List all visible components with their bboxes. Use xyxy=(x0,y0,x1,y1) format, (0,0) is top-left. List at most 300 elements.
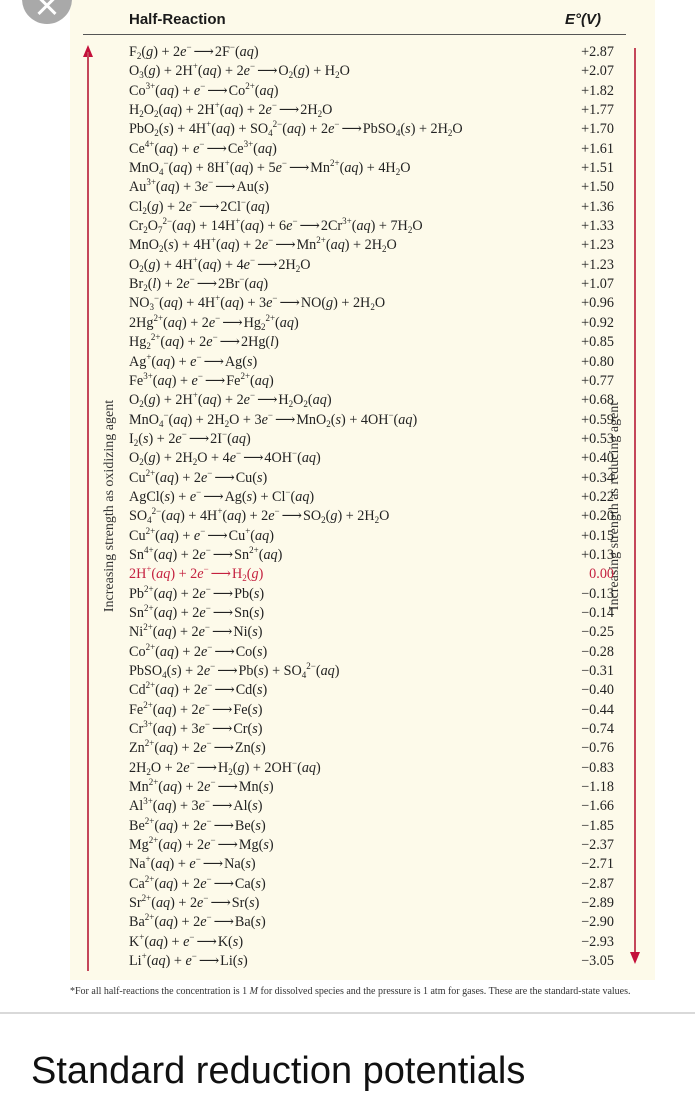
italic-symbol: s xyxy=(257,643,263,660)
table-row xyxy=(129,196,614,217)
table-row xyxy=(129,177,614,197)
superscript: + xyxy=(245,525,251,536)
superscript: − xyxy=(197,370,203,381)
italic-symbol: aq xyxy=(163,837,178,854)
formula-text: ) xyxy=(264,198,270,215)
table-row xyxy=(129,835,614,855)
formula-text: ) + 4 xyxy=(216,256,244,273)
italic-symbol: e xyxy=(261,237,269,254)
superscript: − xyxy=(189,274,195,285)
half-reaction xyxy=(129,314,299,333)
subscript: 2 xyxy=(143,225,148,236)
reaction-arrow-icon: ⟶ xyxy=(196,759,217,776)
formula-text: ( xyxy=(275,314,280,331)
table-row xyxy=(129,544,614,565)
formula-text: Ag( xyxy=(224,488,247,505)
half-reaction xyxy=(129,62,350,81)
italic-symbol: aq xyxy=(159,914,174,931)
italic-symbol: s xyxy=(168,237,174,254)
table-row xyxy=(129,448,614,468)
table-row xyxy=(129,312,614,333)
formula-text: ) + 2 xyxy=(170,895,198,912)
formula-text: ) xyxy=(263,276,269,293)
potential-value: −2.71 xyxy=(581,856,614,873)
table-row xyxy=(129,100,614,120)
formula-text: ( xyxy=(138,430,143,447)
superscript: − xyxy=(271,100,277,111)
potential-value: +0.85 xyxy=(581,334,614,351)
formula-text: Sr( xyxy=(231,895,250,912)
italic-symbol: e xyxy=(243,63,250,80)
potential-value: +1.82 xyxy=(581,82,614,99)
superscript: − xyxy=(207,641,213,652)
formula-text: ) xyxy=(250,856,256,873)
italic-symbol: aq xyxy=(312,392,327,409)
superscript: − xyxy=(210,661,216,671)
italic-symbol: s xyxy=(164,488,170,505)
formula-text: ( xyxy=(197,63,203,80)
potential-value: −3.05 xyxy=(581,953,614,970)
formula-text: ) + 2 xyxy=(174,469,201,486)
formula-text: O xyxy=(143,102,154,119)
italic-symbol: aq xyxy=(159,643,175,660)
formula-text: ( xyxy=(144,933,150,950)
reaction-arrow-icon: ⟶ xyxy=(212,624,232,641)
subscript: 2 xyxy=(381,244,387,255)
formula-text: ) + 4H xyxy=(180,508,218,525)
half-reaction xyxy=(129,488,314,507)
half-reaction xyxy=(129,449,321,468)
italic-symbol: aq xyxy=(279,314,294,331)
italic-symbol: e xyxy=(200,817,207,834)
formula-text: ( xyxy=(154,914,160,931)
superscript: 3+ xyxy=(146,177,156,188)
formula-text: ) + xyxy=(173,140,194,157)
italic-symbol: e xyxy=(199,604,206,621)
superscript: 3+ xyxy=(342,216,352,227)
superscript: 2+ xyxy=(144,738,155,749)
reaction-arrow-icon: ⟶ xyxy=(203,353,223,370)
table-row xyxy=(129,80,614,101)
italic-symbol: g xyxy=(146,44,154,60)
subscript: 2 xyxy=(395,167,401,178)
superscript: − xyxy=(204,719,210,730)
potential-value: +0.40 xyxy=(581,450,614,467)
superscript: − xyxy=(200,525,206,536)
formula-text: ( xyxy=(153,546,159,563)
formula-text: ) xyxy=(269,527,274,544)
superscript: 2− xyxy=(151,506,162,517)
superscript: 2+ xyxy=(330,158,340,169)
footnote-pre: *For all half-reactions the concentration is 1 xyxy=(70,986,250,997)
formula-text: ) + 3 xyxy=(171,721,199,738)
table-row xyxy=(129,893,614,913)
superscript: − xyxy=(207,467,213,478)
formula-text: ( xyxy=(159,295,164,312)
italic-symbol: aq xyxy=(163,295,178,312)
formula-text: ) + 4H xyxy=(358,160,396,177)
formula-text: 2H xyxy=(278,256,296,273)
subscript: 2 xyxy=(139,263,144,274)
subscript: 4 xyxy=(162,670,167,680)
subscript: 2 xyxy=(228,766,233,777)
superscript: + xyxy=(206,119,212,130)
table-row xyxy=(129,61,614,81)
potential-value: +0.77 xyxy=(581,372,614,389)
reaction-table xyxy=(129,42,614,972)
half-reaction xyxy=(129,585,264,604)
reaction-arrow-icon: ⟶ xyxy=(207,527,227,544)
formula-text: ) + 2 xyxy=(172,585,200,602)
reaction-arrow-icon: ⟶ xyxy=(212,604,233,621)
reaction-arrow-icon: ⟶ xyxy=(214,469,234,486)
italic-symbol: e xyxy=(266,295,273,312)
half-reaction xyxy=(129,817,266,836)
superscript: − xyxy=(249,254,256,265)
formula-text: ( xyxy=(307,392,313,409)
superscript: 3+ xyxy=(143,370,153,381)
formula-text: ( xyxy=(158,779,164,796)
italic-symbol: e xyxy=(198,701,205,718)
half-reaction xyxy=(129,643,267,662)
superscript: + xyxy=(214,100,220,111)
subscript: 2 xyxy=(374,515,380,526)
half-reaction xyxy=(129,952,248,971)
formula-text: Fe xyxy=(129,701,144,718)
subscript: 2 xyxy=(142,205,147,216)
italic-symbol: e xyxy=(199,585,206,602)
italic-symbol: g xyxy=(148,392,156,409)
formula-text: ) + 2 xyxy=(177,837,205,854)
table-row xyxy=(129,661,614,681)
subscript: 2 xyxy=(158,244,164,255)
formula-text: ) + Cl xyxy=(252,488,286,505)
half-reaction xyxy=(129,759,321,778)
formula-text: Co( xyxy=(235,643,257,660)
formula-text: PbSO xyxy=(129,663,163,679)
formula-text: ( xyxy=(155,682,160,699)
italic-symbol: aq xyxy=(202,256,217,273)
superscript: − xyxy=(189,757,195,768)
formula-text: O + 2 xyxy=(150,759,184,776)
italic-symbol: e xyxy=(200,740,207,757)
potential-value: −0.14 xyxy=(581,604,614,621)
section-divider xyxy=(0,1012,695,1014)
formula-text: Mn xyxy=(296,237,317,254)
formula-text: ( xyxy=(168,411,174,428)
subscript: 2 xyxy=(154,128,159,139)
reaction-arrow-icon: ⟶ xyxy=(202,856,223,873)
formula-text: ) + 2 xyxy=(241,508,269,525)
formula-text: PbSO xyxy=(362,121,396,138)
arrow-down-icon xyxy=(630,952,640,964)
superscript: 2+ xyxy=(316,235,326,246)
superscript: 3+ xyxy=(145,80,156,91)
formula-text: Cr xyxy=(129,721,144,738)
half-reaction xyxy=(129,430,251,449)
formula-text: ) xyxy=(293,314,299,331)
formula-text: ( xyxy=(245,198,251,215)
superscript: + xyxy=(210,235,216,246)
italic-symbol: s xyxy=(245,856,251,873)
formula-text: O xyxy=(339,63,350,80)
superscript: 2+ xyxy=(148,835,159,846)
italic-symbol: aq xyxy=(398,411,413,428)
italic-symbol: e xyxy=(200,914,207,931)
half-reaction xyxy=(129,894,259,913)
formula-text: ( xyxy=(151,895,156,912)
italic-symbol: e xyxy=(183,759,190,776)
formula-text: MnO xyxy=(129,237,159,254)
potential-value: +0.15 xyxy=(581,527,614,544)
formula-text: ) + 2 xyxy=(173,817,201,834)
formula-text: Sn( xyxy=(234,604,254,621)
formula-text: ) + 2 xyxy=(148,430,176,447)
formula-text: ( xyxy=(339,160,345,177)
potential-value: −2.90 xyxy=(581,914,614,931)
superscript: + xyxy=(192,61,198,72)
half-reaction xyxy=(129,82,278,101)
subscript: 2 xyxy=(303,399,308,410)
table-row xyxy=(129,409,614,430)
formula-text: Cd xyxy=(129,682,146,699)
italic-symbol: aq xyxy=(249,276,264,293)
formula-text: ( xyxy=(250,527,255,544)
superscript: + xyxy=(141,951,147,962)
italic-symbol: aq xyxy=(157,372,172,389)
formula-text: ) xyxy=(238,933,244,950)
formula-text: ( xyxy=(152,372,158,389)
superscript: + xyxy=(139,931,145,942)
subscript: 2 xyxy=(295,263,301,274)
subscript: 4 xyxy=(158,167,164,178)
formula-text: ) xyxy=(260,817,266,834)
formula-text: Ce xyxy=(129,140,145,157)
subscript: 2 xyxy=(317,109,323,120)
formula-text: Zn xyxy=(129,740,145,757)
potential-value: −0.74 xyxy=(581,721,614,738)
formula-text: ) + 4OH xyxy=(341,411,389,428)
formula-text: Hg xyxy=(129,334,147,351)
potential-value: −2.89 xyxy=(581,895,614,912)
half-reaction xyxy=(129,198,270,217)
subscript: 2 xyxy=(139,399,144,410)
reaction-arrow-icon: ⟶ xyxy=(188,430,209,447)
subscript: 2 xyxy=(288,399,294,410)
italic-symbol: aq xyxy=(227,508,242,525)
italic-symbol: e xyxy=(229,450,236,467)
superscript: − xyxy=(195,854,201,865)
superscript: − xyxy=(208,177,214,188)
italic-symbol: aq xyxy=(259,82,274,99)
formula-text: ) + 2 xyxy=(181,314,209,331)
half-reaction xyxy=(129,913,266,932)
italic-symbol: aq xyxy=(159,817,174,834)
potential-value: −0.13 xyxy=(581,585,614,602)
formula-text: ) xyxy=(272,140,277,157)
potential-value: +0.59 xyxy=(581,411,614,428)
formula-text: ) + 2 xyxy=(173,914,201,931)
header-potential: E°(V) xyxy=(565,11,601,28)
italic-symbol: s xyxy=(249,895,255,912)
formula-text: Br xyxy=(129,276,144,293)
subscript: 3 xyxy=(149,302,154,313)
formula-text: O + 4 xyxy=(197,450,230,467)
half-reaction xyxy=(129,256,311,275)
half-reaction xyxy=(129,372,274,391)
formula-text: ( xyxy=(250,372,255,389)
formula-text: ) xyxy=(334,663,340,679)
formula-text: ( xyxy=(220,295,225,312)
formula-text: Ba( xyxy=(234,914,256,931)
italic-symbol: aq xyxy=(257,140,273,157)
italic-symbol: e xyxy=(204,837,211,854)
subscript: 2 xyxy=(288,70,294,81)
formula-text: Au xyxy=(129,179,147,196)
half-reaction xyxy=(129,546,282,565)
italic-symbol: aq xyxy=(159,527,175,544)
italic-symbol: e xyxy=(183,276,190,293)
superscript: − xyxy=(191,196,198,207)
reaction-arrow-icon: ⟶ xyxy=(279,295,299,312)
reaction-arrow-icon: ⟶ xyxy=(212,721,232,738)
superscript: 2+ xyxy=(143,583,154,594)
superscript: − xyxy=(292,216,298,227)
italic-symbol: g xyxy=(330,508,338,525)
formula-text: ) xyxy=(412,411,418,428)
formula-text: F xyxy=(129,44,137,60)
half-reaction xyxy=(129,875,266,894)
italic-symbol: e xyxy=(243,256,250,273)
italic-symbol: aq xyxy=(159,140,174,157)
formula-text: ) + 2 xyxy=(174,682,201,699)
italic-symbol: aq xyxy=(220,237,235,254)
subscript: 2 xyxy=(370,302,375,313)
superscript: − xyxy=(204,622,210,633)
superscript: − xyxy=(163,158,169,169)
formula-text: ) xyxy=(257,798,263,815)
formula-text: ) xyxy=(257,721,263,738)
formula-text: ) xyxy=(268,779,274,796)
italic-symbol: e xyxy=(185,953,192,970)
italic-symbol: l xyxy=(152,276,157,293)
reaction-arrow-icon: ⟶ xyxy=(213,914,233,931)
formula-text: ) + 2 xyxy=(153,44,181,60)
table-row xyxy=(129,815,614,836)
italic-symbol: e xyxy=(200,875,207,892)
italic-symbol: e xyxy=(286,218,293,235)
subscript: 2 xyxy=(335,70,340,81)
subscript: 4 xyxy=(268,128,273,139)
subscript: 2 xyxy=(224,418,230,429)
italic-symbol: s xyxy=(255,914,261,931)
superscript: + xyxy=(145,854,151,865)
potential-value: 0.00 xyxy=(589,566,614,583)
superscript: − xyxy=(212,332,218,343)
formula-text: ) + 2 xyxy=(173,875,201,892)
formula-text: PbO xyxy=(129,121,155,138)
formula-text: Mn( xyxy=(238,779,264,796)
formula-text: Co xyxy=(129,643,146,660)
formula-text: ) + 4H xyxy=(169,121,207,138)
potential-value: −0.76 xyxy=(581,740,614,757)
formula-text: ( xyxy=(315,663,321,679)
potential-value: +0.20 xyxy=(581,508,614,525)
half-reaction xyxy=(129,681,267,700)
formula-text: Mg xyxy=(129,837,149,854)
formula-text: ) + xyxy=(170,353,191,370)
formula-text: Fe xyxy=(226,372,241,389)
table-row xyxy=(129,216,614,236)
formula-text: Ni xyxy=(129,624,144,641)
formula-text: Sn xyxy=(129,546,144,563)
formula-text: ( xyxy=(325,237,331,254)
formula-text: 2H xyxy=(129,759,147,776)
subscript: 4 xyxy=(395,128,401,139)
formula-text: ) + 14H xyxy=(190,218,236,235)
superscript: − xyxy=(206,738,212,749)
formula-text: Mn xyxy=(310,160,331,177)
formula-text: Au( xyxy=(236,179,259,196)
potential-value: −2.37 xyxy=(581,837,614,854)
formula-text: ) + 2 xyxy=(177,779,205,796)
superscript: − xyxy=(239,274,245,285)
reaction-arrow-icon: ⟶ xyxy=(219,334,239,351)
superscript: − xyxy=(205,602,211,613)
superscript: 2− xyxy=(162,216,173,227)
formula-text: ) + xyxy=(170,488,190,505)
formula-text: ) + 2 xyxy=(301,121,329,138)
italic-symbol: e xyxy=(193,140,200,157)
close-button[interactable] xyxy=(22,0,72,24)
formula-text: ) xyxy=(273,82,279,99)
italic-symbol: e xyxy=(175,430,182,447)
formula-text: Cd( xyxy=(235,682,257,699)
formula-text: Ca( xyxy=(234,875,256,892)
italic-symbol: e xyxy=(198,798,205,815)
italic-symbol: s xyxy=(255,817,261,834)
italic-symbol: s xyxy=(252,721,258,738)
italic-symbol: aq xyxy=(202,63,217,80)
formula-text: ( xyxy=(297,759,302,776)
superscript: − xyxy=(200,80,206,91)
potential-value: −1.18 xyxy=(581,779,614,796)
formula-text: O xyxy=(129,392,140,409)
formula-text: O xyxy=(374,295,386,312)
table-row xyxy=(129,274,614,294)
potential-value: +1.23 xyxy=(581,237,614,254)
subscript: 4 xyxy=(301,670,307,680)
formula-text: ) + 2OH xyxy=(244,759,292,776)
superscript: − xyxy=(206,873,212,884)
potential-value: +1.33 xyxy=(581,218,614,235)
half-reaction xyxy=(129,662,340,681)
potential-value: +1.36 xyxy=(581,198,614,215)
half-reaction xyxy=(129,739,266,758)
formula-text: Cu xyxy=(129,527,146,544)
superscript: 2+ xyxy=(249,544,259,555)
formula-text: ( xyxy=(172,218,177,235)
formula-text: ( xyxy=(158,121,164,138)
subscript: 2 xyxy=(143,283,148,294)
half-reaction xyxy=(129,797,263,816)
formula-text: ) + 2H xyxy=(155,63,193,80)
half-reaction xyxy=(129,217,423,236)
italic-symbol: e xyxy=(203,663,211,679)
reaction-arrow-icon: ⟶ xyxy=(214,682,234,699)
formula-text: H xyxy=(218,759,229,776)
italic-symbol: aq xyxy=(157,624,172,641)
